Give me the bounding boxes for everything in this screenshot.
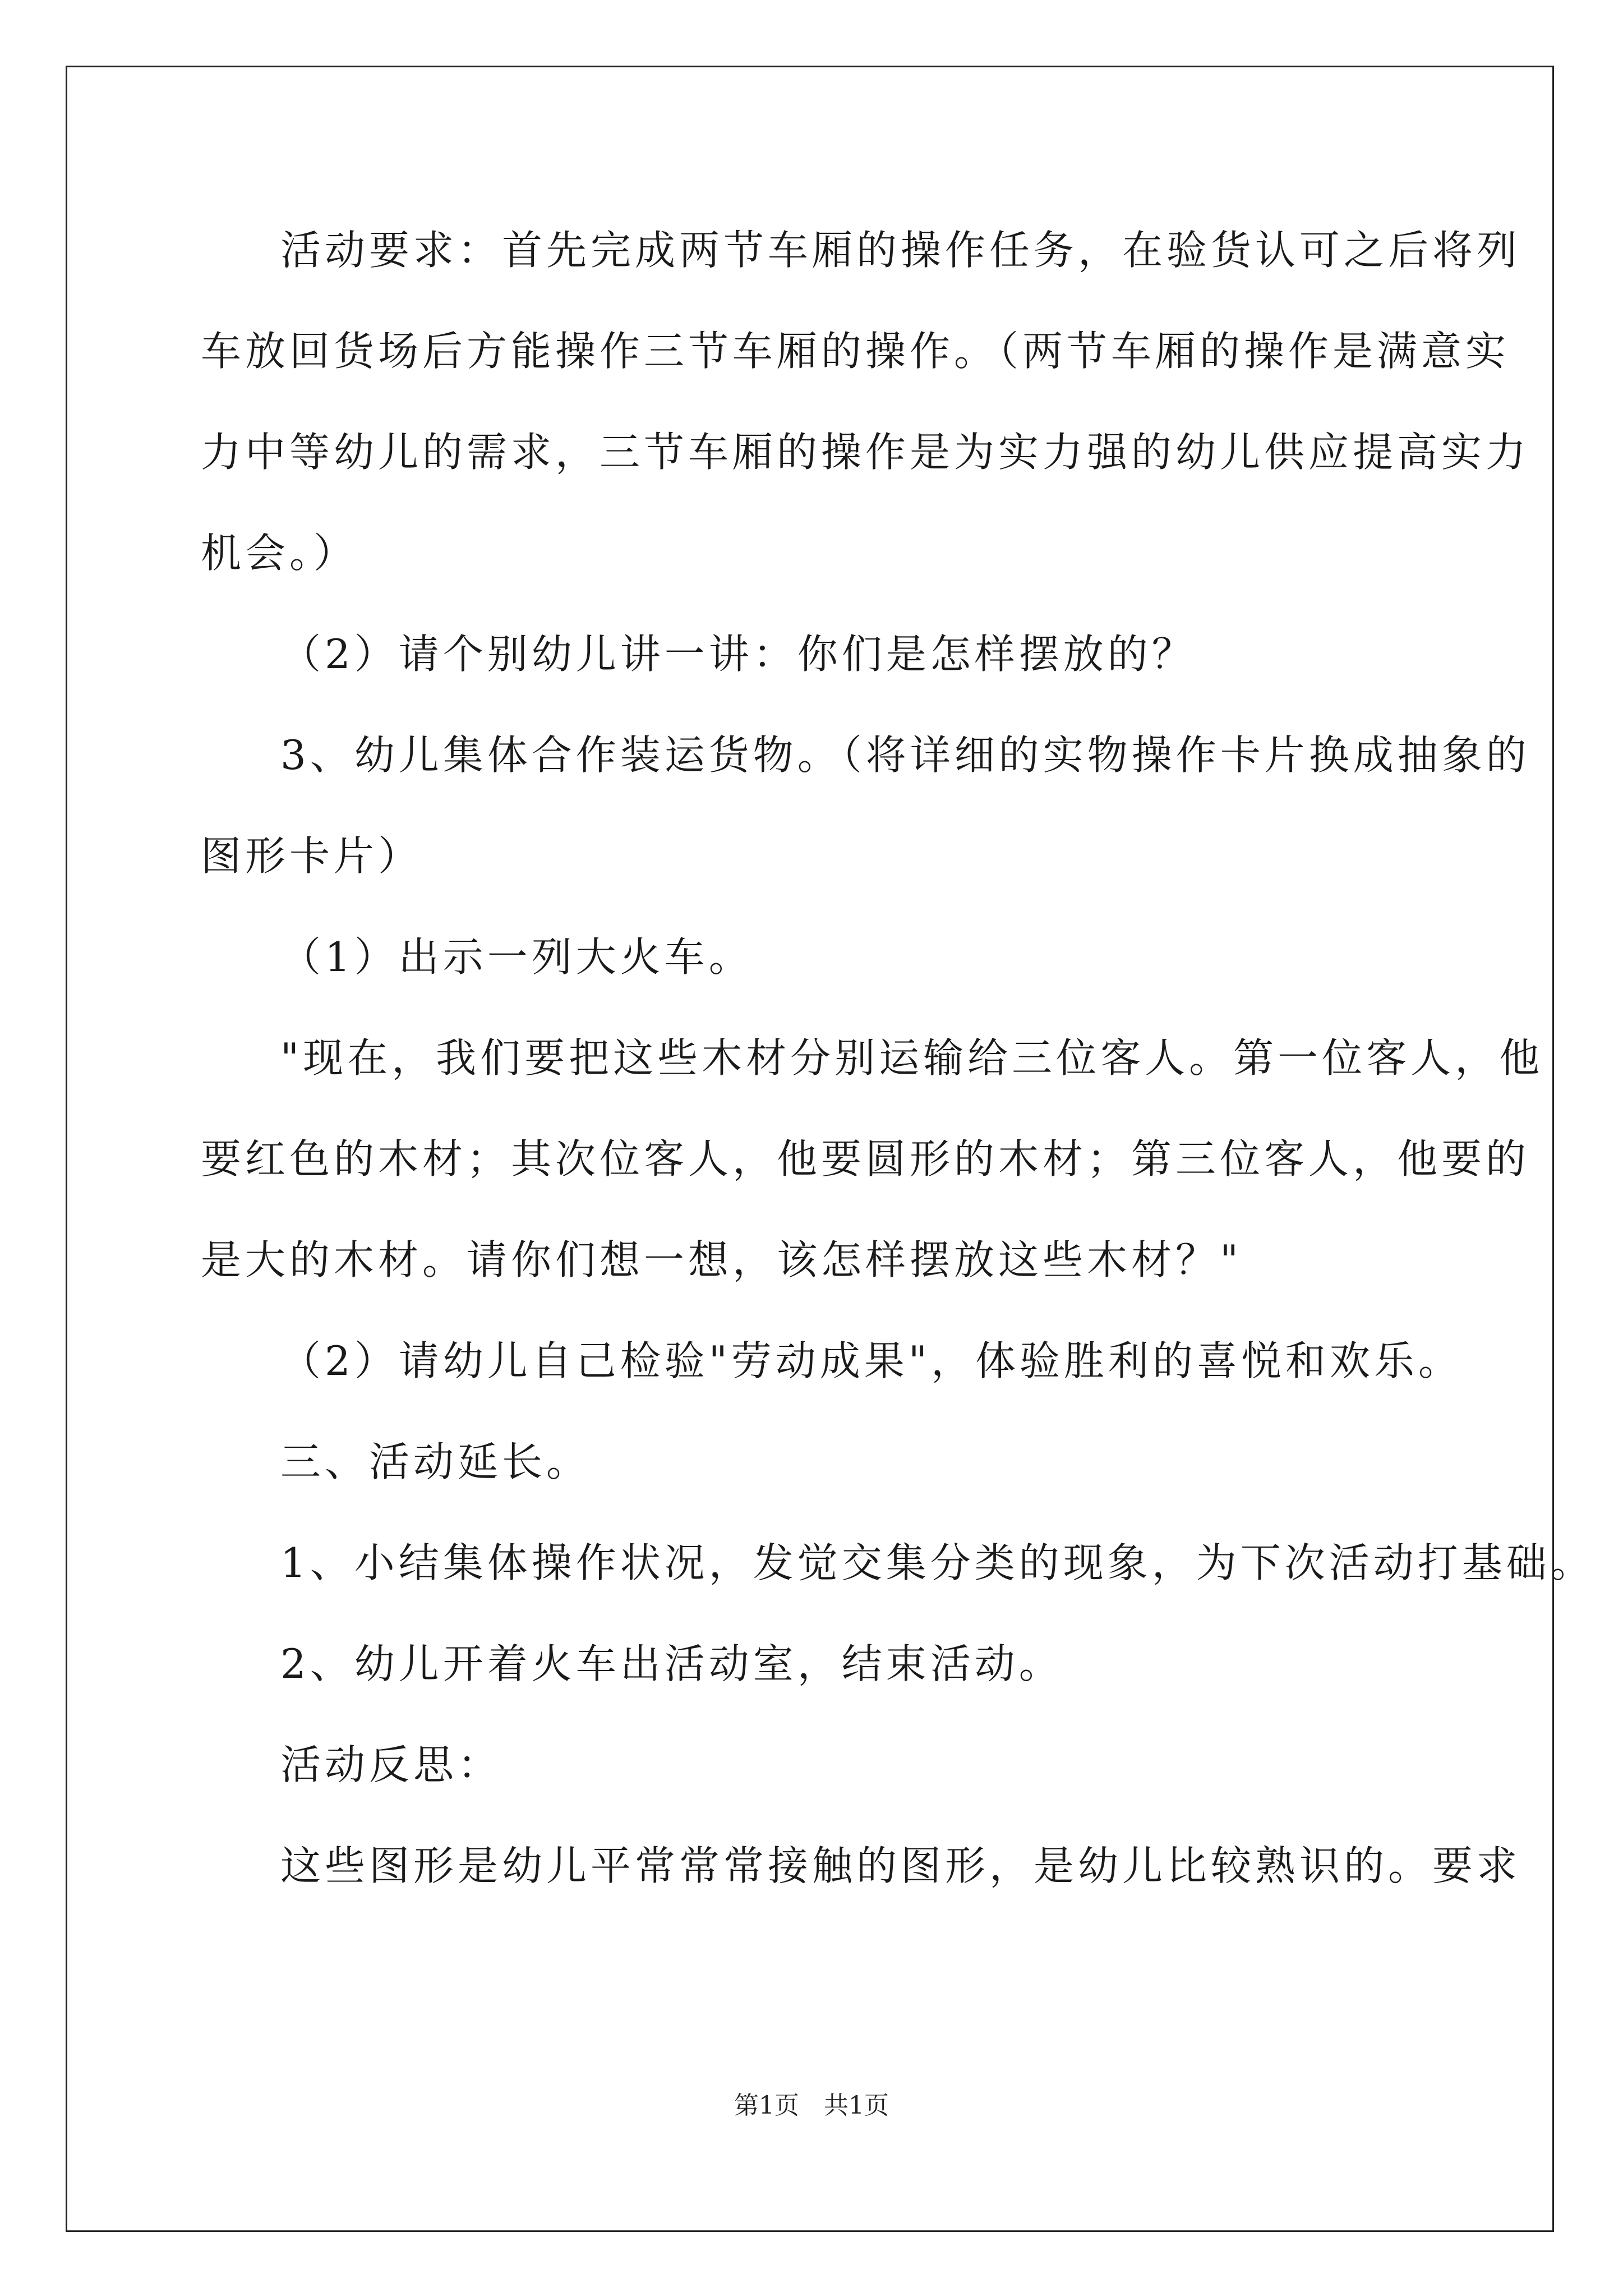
- paragraph-line: 机会。）: [201, 530, 358, 577]
- page-footer: 第1页 共1页: [734, 2091, 889, 2120]
- paragraph-line: 2、幼儿开着火车出活动室，结束活动。: [280, 1640, 1063, 1687]
- paragraph-line: 活动要求：首先完成两节车厢的操作任务，在验货认可之后将列: [280, 227, 1521, 274]
- paragraph-line: 图形卡片）: [201, 832, 423, 880]
- paragraph-line: （2）请幼儿自己检验"劳动成果"，体验胜利的喜悦和欢乐。: [280, 1337, 1463, 1384]
- paragraph-line: 1、小结集体操作状况，发觉交集分类的现象，为下次活动打基础。: [280, 1539, 1595, 1586]
- paragraph-line: （1）出示一列大火车。: [280, 933, 753, 981]
- paragraph-line: 力中等幼儿的需求，三节车厢的操作是为实力强的幼儿供应提高实力: [201, 429, 1530, 476]
- paragraph-line: 车放回货场后方能操作三节车厢的操作。（两节车厢的操作是满意实: [201, 328, 1510, 375]
- paragraph-line: 是大的木材。请你们想一想，该怎样摆放这些木材？": [201, 1236, 1243, 1283]
- paragraph-line: "现在，我们要把这些木材分别运输给三位客人。第一位客人，他: [280, 1034, 1544, 1082]
- paragraph-line: （2）请个别幼儿讲一讲：你们是怎样摆放的？: [280, 631, 1196, 678]
- paragraph-line: 这些图形是幼儿平常常常接触的图形，是幼儿比较熟识的。要求: [280, 1842, 1521, 1889]
- paragraph-line: 要红色的木材；其次位客人，他要圆形的木材；第三位客人，他要的: [201, 1135, 1530, 1182]
- paragraph-line: 三、活动延长。: [280, 1438, 591, 1485]
- paragraph-line: 活动反思：: [280, 1741, 502, 1788]
- paragraph-line: 3、幼儿集体合作装运货物。（将详细的实物操作卡片换成抽象的: [280, 731, 1530, 779]
